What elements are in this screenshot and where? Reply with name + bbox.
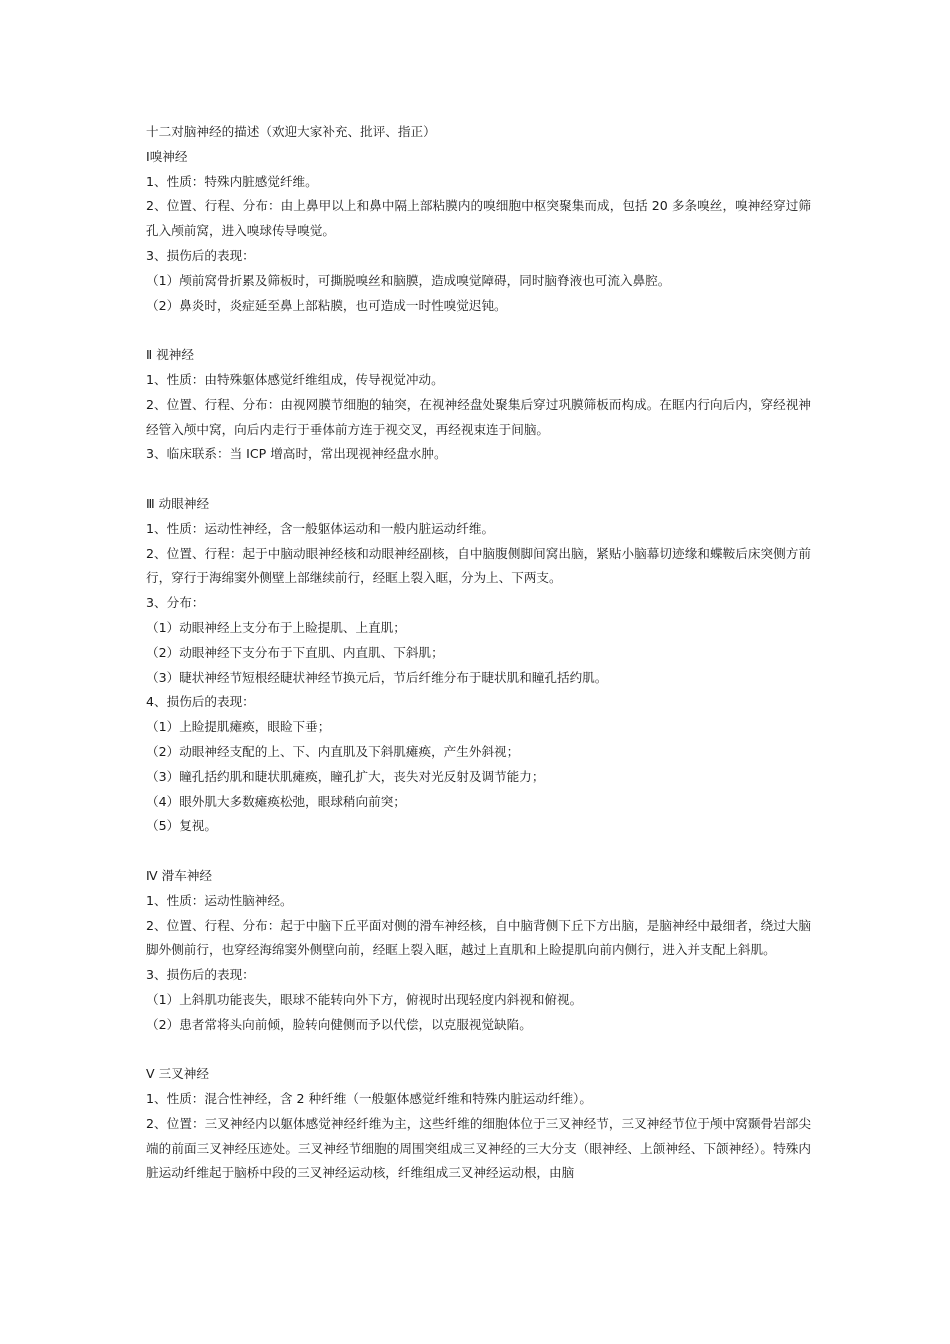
paragraph: 1、性质：运动性脑神经。 [146, 892, 293, 908]
list-item: （1）动眼神经上支分布于上睑提肌、上直肌； [146, 619, 406, 635]
paragraph: 2、位置、行程：起于中脑动眼神经核和动眼神经副核，自中脑腹侧脚间窝出脑，紧贴小脑幕切迹缘和蝶鞍后床突侧方前行，穿行于海绵窦外侧壁上部继续前行，经眶上裂入眶，分为上、下两支。 [146, 545, 811, 586]
section-heading: Ⅱ 视神经 [146, 347, 194, 363]
list-item: （3）瞳孔括约肌和睫状肌瘫痪，瞳孔扩大，丧失对光反射及调节能力； [146, 768, 545, 784]
list-item: （1）上睑提肌瘫痪，眼睑下垂； [146, 719, 331, 735]
list-item: （2）动眼神经下支分布于下直肌、内直肌、下斜肌； [146, 644, 444, 660]
blank-line [146, 467, 811, 492]
blank-line [146, 318, 811, 343]
paragraph: 1、性质：运动性神经，含一般躯体运动和一般内脏运动纤维。 [146, 520, 495, 536]
paragraph: 1、性质：特殊内脏感觉纤维。 [146, 173, 318, 189]
list-item: （5）复视。 [146, 818, 217, 834]
paragraph: 3、损伤后的表现： [146, 967, 255, 983]
blank-line [146, 839, 811, 864]
document-page [146, 120, 811, 1186]
list-item: （2）鼻炎时，炎症延至鼻上部粘膜，也可造成一时性嗅觉迟钝。 [146, 297, 507, 313]
section-heading: Ⅴ 三叉神经 [146, 1066, 209, 1082]
section-heading: Ⅲ 动眼神经 [146, 495, 210, 511]
list-item: （2）患者常将头向前倾，脸转向健侧而予以代偿，以克服视觉缺陷。 [146, 1016, 532, 1032]
document-title: 十二对脑神经的描述（欢迎大家补充、批评、指正） [146, 124, 436, 139]
paragraph: 1、性质：由特殊躯体感觉纤维组成，传导视觉冲动。 [146, 371, 444, 387]
section-heading: Ⅰ嗅神经 [146, 148, 188, 164]
blank-line [146, 1037, 811, 1062]
list-item: （2）动眼神经支配的上、下、内直肌及下斜肌瘫痪，产生外斜视； [146, 743, 520, 759]
section-heading: Ⅳ 滑车神经 [146, 867, 213, 883]
paragraph: 2、位置、行程、分布：起于中脑下丘平面对侧的滑车神经核，自中脑背侧下丘下方出脑，是脑神经中最细者，绕过大脑脚外侧前行，也穿经海绵窦外侧壁向前，经眶上裂入眶，越过上直肌和上睑提肌向前内侧行，进入并支配上斜肌。 [146, 917, 811, 958]
list-item: （4）眼外肌大多数瘫痪松弛，眼球稍向前突； [146, 793, 406, 809]
list-item: （1）上斜肌功能丧失，眼球不能转向外下方，俯视时出现轻度内斜视和俯视。 [146, 991, 583, 1007]
paragraph: 2、位置、行程、分布：由上鼻甲以上和鼻中隔上部粘膜内的嗅细胞中枢突聚集而成，包括 20 多条嗅丝，嗅神经穿过筛孔入颅前窝，进入嗅球传导嗅觉。 [146, 198, 811, 239]
paragraph: 3、损伤后的表现： [146, 247, 255, 263]
paragraph: 2、位置、行程、分布：由视网膜节细胞的轴突，在视神经盘处聚集后穿过巩膜筛板而构成。在眶内行向后内，穿经视神经管入颅中窝，向后内走行于垂体前方连于视交叉，再经视束连于间脑。 [146, 396, 811, 437]
paragraph: 4、损伤后的表现： [146, 694, 255, 710]
paragraph: 3、临床联系：当 ICP 增高时，常出现视神经盘水肿。 [146, 446, 447, 462]
list-item: （3）睫状神经节短根经睫状神经节换元后，节后纤维分布于睫状肌和瞳孔括约肌。 [146, 669, 608, 685]
paragraph: 1、性质：混合性神经，含 2 种纤维（一般躯体感觉纤维和特殊内脏运动纤维）。 [146, 1091, 592, 1107]
paragraph: 2、位置：三叉神经内以躯体感觉神经纤维为主，这些纤维的细胞体位于三叉神经节，三叉神经节位于颅中窝颞骨岩部尖端的前面三叉神经压迹处。三叉神经节细胞的周围突组成三叉神经的三大分支（眼神经、上颌神经、下颌神经）。特殊内脏运动纤维起于脑桥中段的三叉神经运动核，纤维组成三叉神经运动根，由脑 [146, 1115, 811, 1181]
list-item: （1）颅前窝骨折累及筛板时，可撕脱嗅丝和脑膜，造成嗅觉障碍，同时脑脊液也可流入鼻腔。 [146, 272, 671, 288]
paragraph: 3、分布： [146, 595, 205, 611]
